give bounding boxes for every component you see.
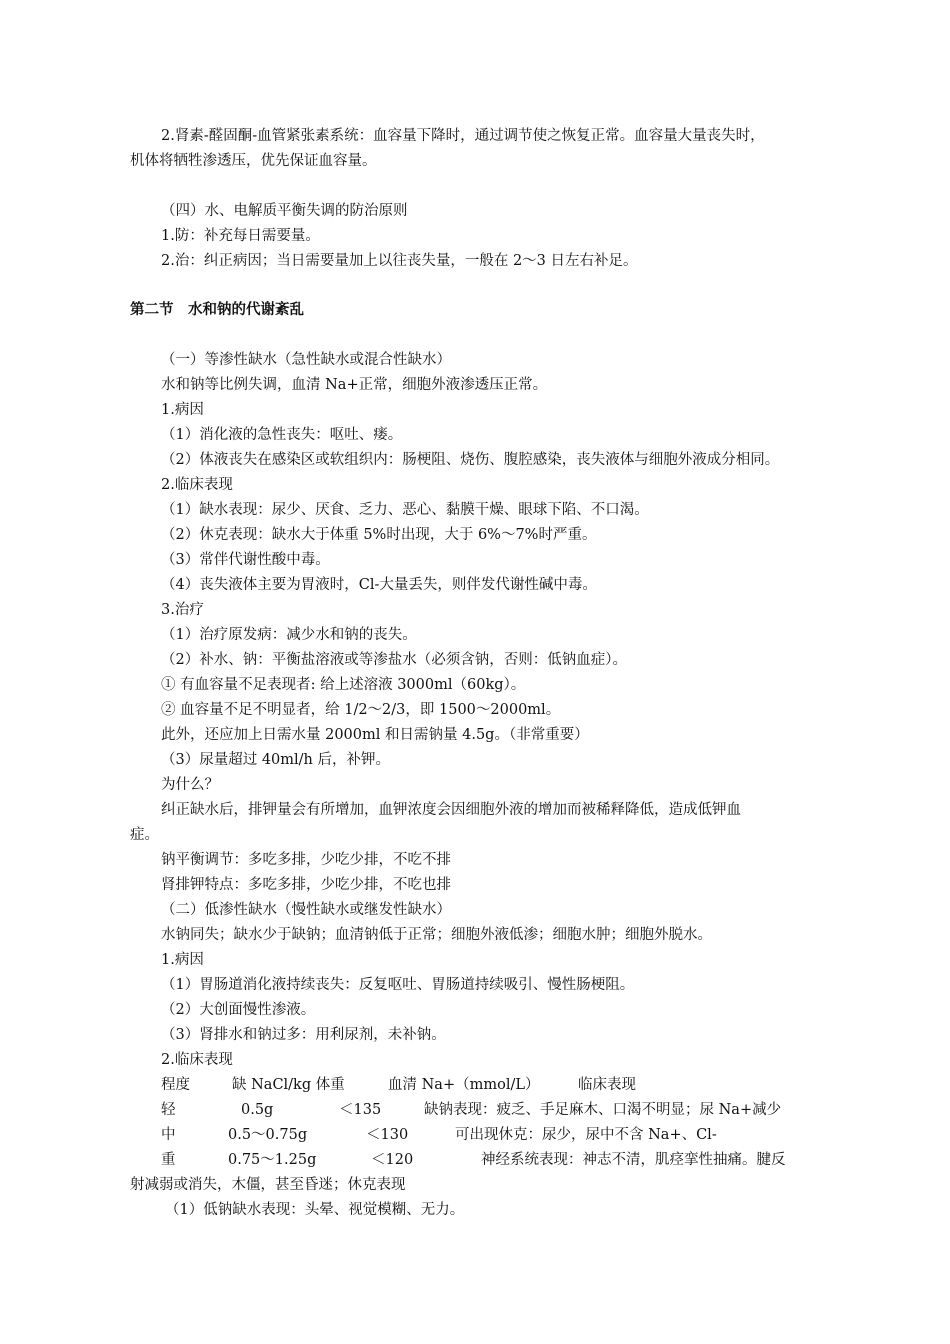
paragraph-line: （1）低钠缺水表现：头晕、视觉模糊、无力。 <box>165 1202 465 1218</box>
paragraph-line: 2.治：纠正病因；当日需要量加上以往丧失量，一般在 2～3 日左右补足。 <box>161 253 638 269</box>
paragraph-line: 1.病因 <box>161 402 204 418</box>
paragraph-line: 2.临床表现 <box>161 1052 233 1068</box>
paragraph-line: （3）尿量超过 40ml/h 后，补钾。 <box>161 752 391 768</box>
table-cell: 可出现休克：尿少，尿中不含 Na+、Cl- <box>455 1127 717 1143</box>
paragraph-line: ① 有血容量不足表现者: 给上述溶液 3000ml（60kg）。 <box>161 677 526 693</box>
paragraph-line: （2）休克表现：缺水大于体重 5%时出现，大于 6%～7%时严重。 <box>161 527 597 543</box>
paragraph-line: （3）肾排水和钠过多：用利尿剂，未补钠。 <box>161 1027 446 1043</box>
table-cell: ＜135 <box>339 1102 382 1118</box>
paragraph-line: ② 血容量不足不明显者，给 1/2～2/3，即 1500～2000ml。 <box>161 702 561 718</box>
paragraph-line: （1）消化液的急性丧失：呕吐、瘘。 <box>161 427 403 443</box>
paragraph-line: 水钠同失；缺水少于缺钠；血清钠低于正常；细胞外液低渗；细胞水肿；细胞外脱水。 <box>161 927 712 943</box>
table-cell: ＜120 <box>371 1152 414 1168</box>
paragraph-line: 射减弱或消失，木僵，甚至昏迷；休克表现 <box>130 1177 406 1193</box>
paragraph-line: 2.肾素-醛固酮-血管紧张素系统：血容量下降时，通过调节使之恢复正常。血容量大量丧失时， <box>161 128 765 144</box>
table-header-cell: 血清 Na+（mmol/L） <box>388 1077 540 1093</box>
paragraph-line: 症。 <box>130 827 159 843</box>
paragraph-line: 此外，还应加上日需水量 2000ml 和日需钠量 4.5g。（非常重要） <box>161 727 589 743</box>
subheading: （二）低渗性缺水（慢性缺水或继发性缺水） <box>161 902 451 918</box>
table-cell: 中 <box>161 1127 176 1143</box>
paragraph-line: 肾排钾特点：多吃多排，少吃少排，不吃也排 <box>161 877 451 893</box>
section-heading: 第二节 水和钠的代谢紊乱 <box>130 302 304 318</box>
table-cell: 缺钠表现：疲乏、手足麻木、口渴不明显；尿 Na+减少 <box>424 1102 782 1118</box>
paragraph-line: （2）体液丧失在感染区或软组织内：肠梗阻、烧伤、腹腔感染，丧失液体与细胞外液成分相同。 <box>161 452 780 468</box>
table-cell: 0.5～0.75g <box>228 1127 308 1143</box>
table-cell: 重 <box>161 1152 176 1168</box>
table-header-cell: 程度 <box>161 1077 190 1093</box>
paragraph-line: （2）补水、钠：平衡盐溶液或等渗盐水（必须含钠，否则：低钠血症）。 <box>161 652 627 668</box>
table-cell: 0.75～1.25g <box>228 1152 317 1168</box>
table-cell: 轻 <box>161 1102 176 1118</box>
paragraph-line: 3.治疗 <box>161 602 204 618</box>
subheading: （一）等渗性缺水（急性缺水或混合性缺水） <box>161 352 451 368</box>
table-header-cell: 临床表现 <box>578 1077 636 1093</box>
paragraph-line: 1.防：补充每日需要量。 <box>161 228 320 244</box>
paragraph-line: 水和钠等比例失调，血清 Na+正常，细胞外液渗透压正常。 <box>161 377 548 393</box>
paragraph-line: （1）胃肠道消化液持续丧失：反复呕吐、胃肠道持续吸引、慢性肠梗阻。 <box>161 977 635 993</box>
table-cell: 神经系统表现：神志不清，肌痉挛性抽痛。腱反 <box>481 1152 786 1168</box>
paragraph-line: 为什么？ <box>161 777 219 793</box>
table-cell: 0.5g <box>241 1102 274 1118</box>
paragraph-line: 钠平衡调节：多吃多排，少吃少排，不吃不排 <box>161 852 451 868</box>
paragraph-line: 1.病因 <box>161 952 204 968</box>
paragraph-line: 2.临床表现 <box>161 477 233 493</box>
paragraph-line: （1）治疗原发病：减少水和钠的丧失。 <box>161 627 417 643</box>
paragraph-line: （1）缺水表现：尿少、厌食、乏力、恶心、黏膜干燥、眼球下陷、不口渴。 <box>161 502 649 518</box>
paragraph-line: 纠正缺水后，排钾量会有所增加，血钾浓度会因细胞外液的增加而被稀释降低，造成低钾血 <box>161 802 741 818</box>
paragraph-line: （2）大创面慢性渗液。 <box>161 1002 316 1018</box>
table-cell: ＜130 <box>366 1127 409 1143</box>
paragraph-line: 机体将牺牲渗透压，优先保证血容量。 <box>130 153 377 169</box>
subheading: （四）水、电解质平衡失调的防治原则 <box>161 203 408 219</box>
table-header-cell: 缺 NaCl/kg 体重 <box>232 1077 345 1093</box>
paragraph-line: （3）常伴代谢性酸中毒。 <box>161 552 330 568</box>
paragraph-line: （4）丧失液体主要为胃液时，Cl-大量丢失，则伴发代谢性碱中毒。 <box>161 577 597 593</box>
